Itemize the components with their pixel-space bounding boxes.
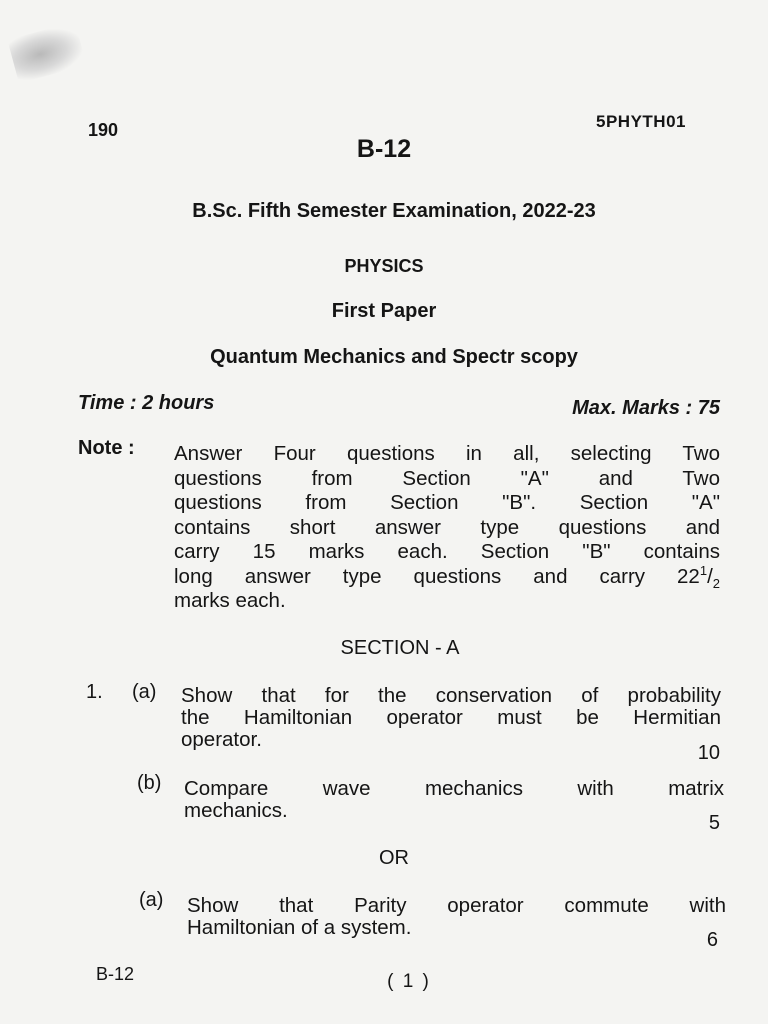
note-line: Answer Four questions in all, selecting Two <box>174 442 720 465</box>
subquestion-text <box>187 895 726 939</box>
note-text <box>174 442 720 614</box>
topic-name: Quantum Mechanics and Spectr scopy <box>210 346 578 368</box>
question-number: 1. <box>86 681 103 703</box>
page-title: B-12 <box>356 135 412 163</box>
max-marks: Max. Marks : 75 <box>572 397 720 419</box>
footer-code: B-12 <box>96 964 135 984</box>
page-number: ( 1 ) <box>387 971 431 992</box>
question-line: Show that for the conservation of probability <box>181 684 721 707</box>
fraction-denominator: 2 <box>712 575 720 591</box>
question-line: the Hamiltonian operator must be Hermitian <box>181 706 721 729</box>
note-line: carry 15 marks each. Section "B" contains <box>174 540 720 563</box>
note-final-line: marks each. <box>174 589 286 612</box>
question-line: mechanics. <box>184 799 288 822</box>
fraction-separator: / <box>707 564 713 588</box>
subject-name: PHYSICS <box>344 256 424 276</box>
subquestion-text <box>184 778 724 822</box>
subquestion-label: (a) <box>139 889 164 911</box>
question-marks: 5 <box>708 812 720 834</box>
scan-smudge <box>7 22 86 84</box>
question-line: Show that Parity operator commute with <box>187 894 726 917</box>
subject-code: 5PHYTH01 <box>596 112 686 131</box>
note-line-prefix: long answer type questions and carry 22 <box>174 564 700 588</box>
note-label: Note : <box>78 437 135 459</box>
or-separator: OR <box>379 847 409 869</box>
note-line: questions from Section "B". Section "A" <box>174 491 720 514</box>
question-marks: 6 <box>706 929 718 951</box>
subquestion-text <box>181 685 721 751</box>
question-line: Compare wave mechanics with matrix <box>184 777 724 800</box>
exam-name: B.Sc. Fifth Semester Examination, 2022-23 <box>192 200 596 222</box>
question-line: Hamiltonian of a system. <box>187 916 412 939</box>
question-line: operator. <box>181 728 262 751</box>
fraction-numerator: 1 <box>699 562 708 578</box>
question-marks: 10 <box>697 742 720 764</box>
note-line-fraction <box>174 562 720 591</box>
note-line: questions from Section "A" and Two <box>174 466 720 490</box>
paper-number: 190 <box>88 120 119 140</box>
paper-name: First Paper <box>331 300 437 322</box>
time-allowed: Time : 2 hours <box>78 392 215 414</box>
subquestion-label: (b) <box>137 772 162 794</box>
note-line: contains short answer type questions and <box>174 515 720 539</box>
section-heading: SECTION - A <box>340 637 460 659</box>
subquestion-label: (a) <box>132 681 157 703</box>
